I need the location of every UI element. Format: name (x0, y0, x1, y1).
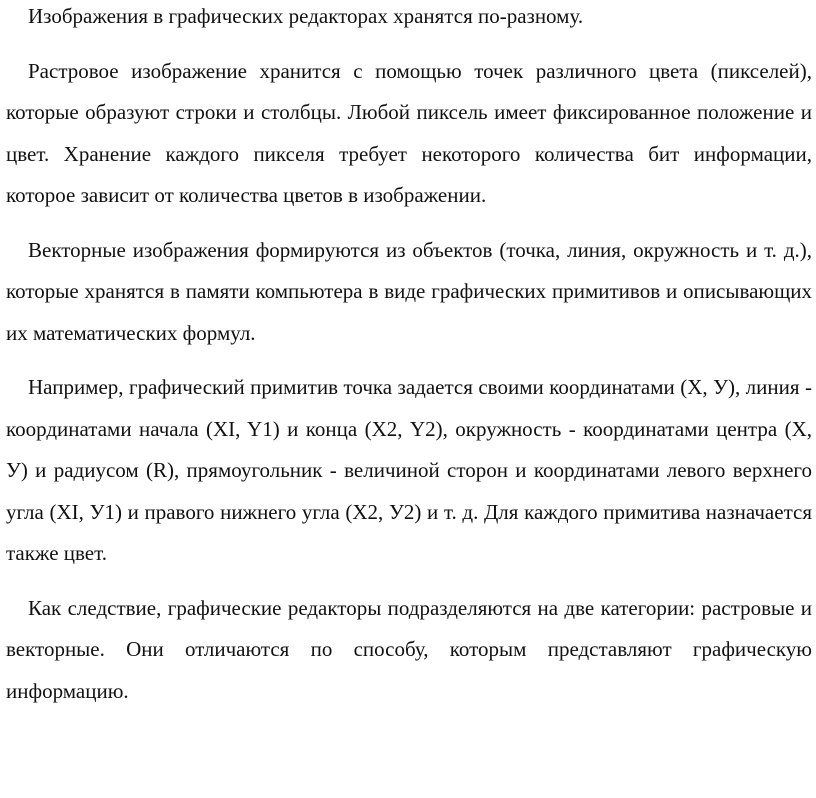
paragraph-conclusion: Как следствие, графические редакторы подразделяются на две категории: растровые и векторные. Они отличаются по способу, которым представляют графическую информацию. (6, 595, 812, 703)
document-page (6, 0, 812, 725)
paragraph-raster: Растровое изображение хранится с помощью точек различного цвета (пикселей), которые образуют строки и столбцы. Любой пиксель имеет фиксированное положение и цвет. Хранение каждого пикселя требует некоторого количества бит информации, которое зависит от количества цветов в изображении. (6, 58, 812, 207)
paragraph-primitives: Например, графический примитив точка задается своими координатами (X, У), линия - координатами начала (XI, Y1) и конца (Х2, Y2), окружность - координатами центра (X, У) и радиусом (R), прямоугольник - величиной сторон и координатами левого верхнего угла (XI, У1) и правого нижнего угла (Х2, У2) и т. д. Для каждого примитива назначается также цвет. (6, 375, 812, 565)
paragraph-intro: Изображения в графических редакторах хранятся по-разному. (28, 4, 584, 28)
paragraph-vector: Векторные изображения формируются из объектов (точка, линия, окружность и т. д.), которые хранятся в памяти компьютера в виде графических примитивов и описывающих их математических формул. (6, 237, 812, 345)
